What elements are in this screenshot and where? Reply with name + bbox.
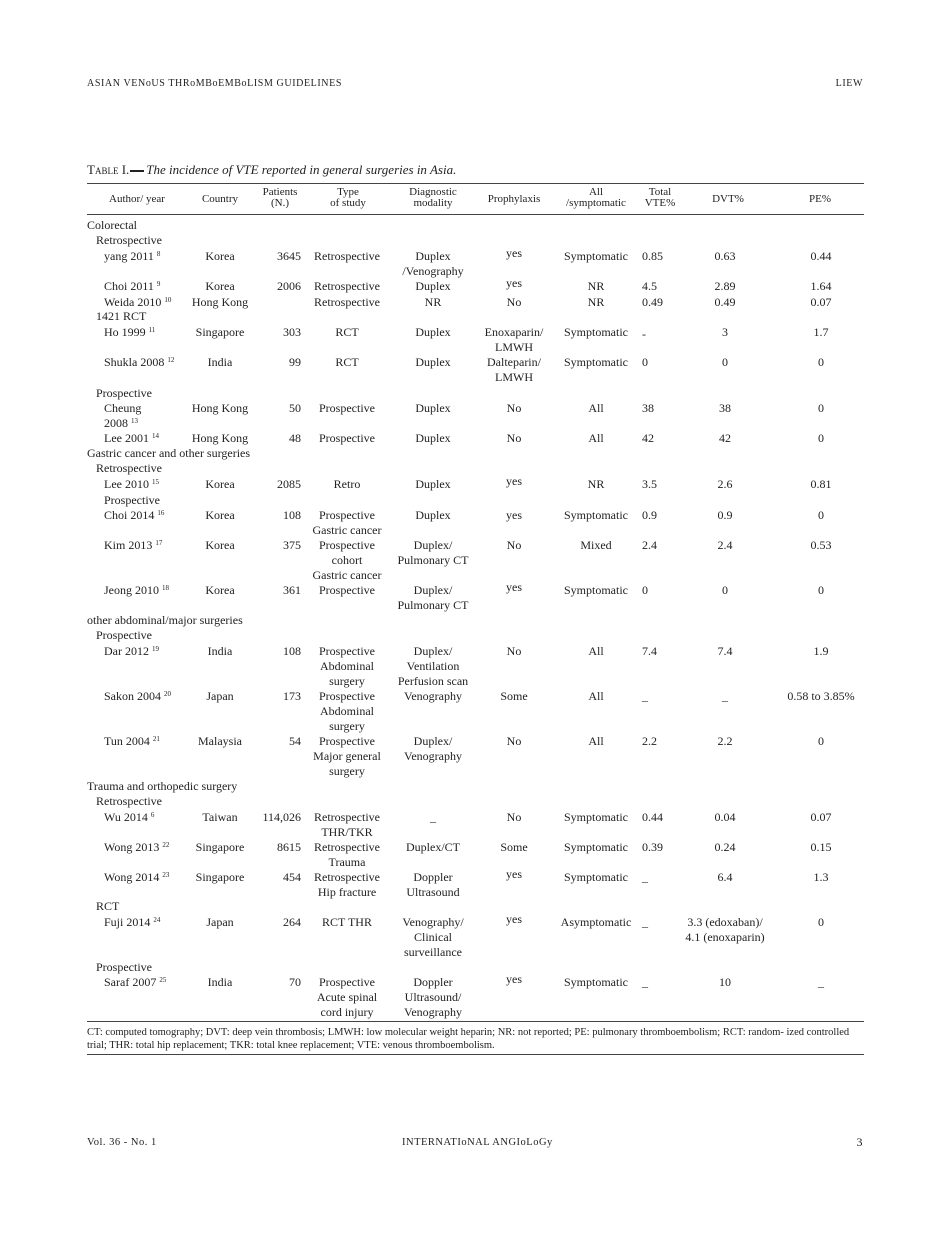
- author-year-cell: [104, 810, 186, 825]
- diag-cell: Duplex: [415, 355, 451, 369]
- sympt-cell: Asymptomatic: [560, 915, 632, 929]
- vte-cell: _: [642, 915, 648, 929]
- patients-cell: 99: [289, 355, 301, 369]
- author-year: Tun 2004: [104, 734, 150, 748]
- dvt-cell: 38: [719, 401, 731, 415]
- country-cell: Korea: [205, 249, 235, 263]
- patients-cell: 8615: [277, 840, 301, 854]
- col-header-country: Country: [201, 193, 239, 205]
- type-cell: Prospective Acute spinal cord injury: [316, 975, 378, 1019]
- proph-cell: yes: [506, 508, 522, 522]
- pe-cell: 1.64: [810, 279, 832, 293]
- country-cell: Singapore: [195, 870, 245, 884]
- dvt-cell: 2.4: [717, 538, 733, 552]
- author-year-cell: [104, 325, 186, 340]
- table-footnote: CT: computed tomography; DVT: deep vein thrombosis; LMWH: low molecular weight heparin; NR: not reported; PE: pulmonary thromboembolism; RCT: random- ized controlled trial; THR: total hip replacement; TKR: total knee replacement; VTE: venous thromboembolism.: [87, 1027, 850, 1051]
- country-cell: Japan: [206, 689, 234, 703]
- dvt-cell: 3: [722, 325, 728, 339]
- patients-cell: 108: [283, 508, 301, 522]
- sympt-cell: Symptomatic: [564, 249, 628, 263]
- author-year-cell: [104, 477, 186, 492]
- proph-cell: No: [506, 644, 522, 658]
- sympt-cell: Symptomatic: [564, 508, 628, 522]
- country-cell: Taiwan: [202, 810, 238, 824]
- pe-cell: 0.15: [810, 840, 832, 854]
- table-bottom-rule: [87, 1054, 864, 1055]
- proph-cell: yes: [506, 246, 522, 260]
- vte-cell: 0.85: [642, 249, 663, 263]
- diag-cell: Venography: [404, 689, 462, 703]
- author-year-cell: [104, 734, 186, 749]
- dvt-cell: 10: [719, 975, 731, 989]
- diag-cell: Doppler Ultrasound/ Venography: [404, 975, 462, 1019]
- vte-cell: _: [642, 975, 648, 989]
- author-year: Choi 2011: [104, 279, 154, 293]
- sympt-cell: Symptomatic: [564, 583, 628, 597]
- vte-cell: 7.4: [642, 644, 657, 658]
- proph-cell: yes: [506, 474, 522, 488]
- reference-number: 24: [153, 916, 161, 924]
- type-cell: Retrospective: [314, 295, 380, 309]
- author-year: Ho 1999: [104, 325, 146, 339]
- country-cell: Korea: [205, 477, 235, 491]
- type-cell: RCT: [335, 325, 359, 339]
- diag-cell: Duplex: [415, 401, 451, 415]
- vte-cell: _: [642, 689, 648, 703]
- author-year: Choi 2014: [104, 508, 155, 522]
- author-year: Wong 2013: [104, 840, 160, 854]
- country-cell: Malaysia: [198, 734, 242, 748]
- dvt-cell: 0.63: [714, 249, 736, 263]
- author-year: Dar 2012: [104, 644, 149, 658]
- author-year: Weida 2010: [104, 295, 162, 309]
- sympt-cell: Symptomatic: [564, 870, 628, 884]
- vte-cell: 0: [642, 355, 648, 369]
- pe-cell: 0: [818, 431, 824, 445]
- col-header-author: Author/ year: [109, 193, 165, 205]
- dvt-cell: 42: [719, 431, 731, 445]
- country-cell: Singapore: [195, 325, 245, 339]
- diag-cell: Venography/ Clinical surveillance: [402, 915, 464, 959]
- sympt-cell: All: [588, 689, 604, 703]
- dvt-cell: 0: [722, 355, 728, 369]
- vte-cell: 0.9: [642, 508, 657, 522]
- diag-cell: Duplex/ Pulmonary CT: [397, 583, 469, 612]
- vte-cell: 0.39: [642, 840, 663, 854]
- vte-cell: _: [642, 870, 648, 884]
- reference-number: 16: [157, 509, 165, 517]
- reference-number: 17: [155, 539, 163, 547]
- vte-cell: 2.2: [642, 734, 657, 748]
- type-cell: Prospective cohort Gastric cancer: [312, 538, 382, 582]
- proph-cell: yes: [506, 972, 522, 986]
- patients-cell: 173: [283, 689, 301, 703]
- author-year: Lee 2001: [104, 431, 149, 445]
- author-year-cell: [104, 538, 186, 553]
- sympt-cell: NR: [587, 279, 605, 293]
- sympt-cell: Symptomatic: [564, 810, 628, 824]
- country-cell: Korea: [205, 538, 235, 552]
- col-header-symptomatic: All /symptomatic: [566, 186, 626, 209]
- subsection-retrospective: Retrospective: [96, 233, 162, 247]
- vte-cell: 0: [642, 583, 648, 597]
- reference-number: 8: [156, 250, 161, 258]
- country-cell: Hong Kong: [191, 401, 249, 415]
- sympt-cell: All: [588, 734, 604, 748]
- section-abdominal: other abdominal/major surgeries: [87, 613, 243, 627]
- subsection-retrospective: Retrospective: [96, 794, 162, 808]
- vte-cell: 0.49: [642, 295, 663, 309]
- sympt-cell: Symptomatic: [564, 325, 628, 339]
- author-year: Sakon 2004: [104, 689, 161, 703]
- dvt-cell: 0.9: [717, 508, 733, 522]
- dvt-cell: 0: [722, 583, 728, 597]
- author-year: Cheung 2008: [104, 401, 142, 430]
- vte-cell: 3.5: [642, 477, 657, 491]
- patients-cell: 2085: [277, 477, 301, 491]
- author-year-cell: [104, 975, 186, 990]
- country-cell: India: [207, 355, 233, 369]
- vte-cell: 2.4: [642, 538, 657, 552]
- proph-cell: No: [506, 538, 522, 552]
- col-header-dvt: DVT%: [712, 193, 744, 205]
- sympt-cell: Symptomatic: [564, 975, 628, 989]
- subsection-prospective: Prospective: [96, 386, 152, 400]
- type-cell: Retrospective: [314, 249, 380, 263]
- type-cell: RCT: [335, 355, 359, 369]
- pe-cell: 0: [818, 355, 824, 369]
- type-cell: Prospective Abdominal surgery: [319, 644, 375, 688]
- dvt-cell: 0.04: [714, 810, 736, 824]
- author-year-cell: [104, 840, 186, 855]
- patients-cell: 361: [283, 583, 301, 597]
- pe-cell: 0.81: [810, 477, 832, 491]
- type-cell: Prospective: [319, 431, 375, 445]
- sympt-cell: All: [588, 431, 604, 445]
- pe-cell: 0.58 to 3.85%: [787, 689, 855, 703]
- type-cell: Prospective Gastric cancer: [312, 508, 382, 537]
- type-cell: Retro: [333, 477, 361, 491]
- dvt-cell: 2.2: [717, 734, 733, 748]
- reference-number: 13: [131, 417, 138, 425]
- proph-cell: Enoxaparin/ LMWH: [484, 325, 544, 354]
- patients-cell: 54: [289, 734, 301, 748]
- pe-cell: 0.44: [810, 249, 832, 263]
- author-year-cell: [104, 279, 186, 294]
- diag-cell: _: [430, 810, 436, 824]
- running-header-author: LIEW: [835, 78, 863, 89]
- sympt-cell: NR: [587, 477, 605, 491]
- running-header-title: ASIAN VENoUS THRoMBoEMBoLISM GUIDELINES: [87, 78, 342, 89]
- patients-cell: 264: [283, 915, 301, 929]
- patients-cell: 3645: [277, 249, 301, 263]
- reference-number: 23: [162, 871, 170, 879]
- patients-cell: 108: [283, 644, 301, 658]
- diag-cell: Doppler Ultrasound: [406, 870, 460, 899]
- pe-cell: 0: [818, 508, 824, 522]
- table-footer-rule: [87, 1021, 864, 1022]
- proph-cell: yes: [506, 867, 522, 881]
- caption-text: The incidence of VTE reported in general surgeries in Asia.: [146, 162, 457, 177]
- country-cell: Hong Kong: [191, 295, 249, 309]
- author-year-cell: [104, 295, 186, 310]
- country-cell: Korea: [205, 508, 235, 522]
- author-year-cell: [104, 401, 186, 431]
- patients-cell: 454: [283, 870, 301, 884]
- reference-number: 15: [151, 478, 159, 486]
- author-year-cell: [104, 508, 186, 523]
- patients-cell: 114,026: [262, 810, 301, 824]
- caption-dash: [130, 170, 144, 172]
- patients-cell: 48: [289, 431, 301, 445]
- author-year: Shukla 2008: [104, 355, 165, 369]
- proph-cell: yes: [506, 276, 522, 290]
- patients-cell: 2006: [277, 279, 301, 293]
- patients-cell: 70: [289, 975, 301, 989]
- table-top-rule: [87, 183, 864, 184]
- pe-cell: 0: [818, 583, 824, 597]
- diag-cell: Duplex/ Pulmonary CT: [397, 538, 469, 567]
- subsection-prospective: Prospective: [96, 628, 152, 642]
- section-trauma: Trauma and orthopedic surgery: [87, 779, 238, 793]
- proph-cell: Some: [500, 689, 528, 703]
- author-year: Lee 2010: [104, 477, 149, 491]
- dvt-cell: 0.49: [714, 295, 736, 309]
- col-header-total-vte: Total VTE%: [644, 186, 676, 209]
- subsection-prospective: Prospective: [96, 960, 152, 974]
- pe-cell: 0: [818, 915, 824, 929]
- pe-cell: 0: [818, 401, 824, 415]
- reference-number: 6: [150, 811, 155, 819]
- reference-number: 18: [162, 584, 169, 592]
- pe-cell: 0: [818, 734, 824, 748]
- col-header-type: Type of study: [330, 186, 366, 209]
- patients-cell: 50: [289, 401, 301, 415]
- diag-cell: Duplex/ Venography: [404, 734, 462, 763]
- author-year: Fuji 2014: [104, 915, 151, 929]
- author-year-cell: [104, 583, 186, 598]
- proph-cell: yes: [506, 580, 522, 594]
- diag-cell: Duplex: [415, 279, 451, 293]
- table-caption: [87, 162, 456, 178]
- dvt-cell: _: [722, 689, 728, 703]
- type-cell: Retrospective Trauma: [314, 840, 380, 869]
- vte-cell: -: [642, 327, 646, 341]
- country-cell: Korea: [205, 583, 235, 597]
- page-number: 3: [856, 1135, 863, 1149]
- subsection-prospective: Prospective: [104, 493, 160, 507]
- dvt-cell: 6.4: [717, 870, 733, 884]
- reference-number: 12: [167, 356, 175, 364]
- caption-label: Table I.: [87, 162, 130, 177]
- type-cell: Prospective Abdominal surgery: [319, 689, 375, 733]
- author-year-cell: [104, 355, 186, 370]
- proph-cell: yes: [506, 912, 522, 926]
- subsection-rct: 1421 RCT: [96, 309, 147, 323]
- pe-cell: _: [818, 975, 824, 989]
- vte-cell: 38: [642, 401, 654, 415]
- diag-cell: Duplex /Venography: [402, 249, 464, 278]
- type-cell: Retrospective THR/TKR: [314, 810, 380, 839]
- pe-cell: 0.53: [810, 538, 832, 552]
- diag-cell: Duplex: [415, 508, 451, 522]
- proph-cell: No: [506, 295, 522, 309]
- type-cell: RCT THR: [322, 915, 372, 929]
- reference-number: 22: [162, 841, 170, 849]
- patients-cell: 375: [283, 538, 301, 552]
- diag-cell: NR: [424, 295, 442, 309]
- vte-cell: 0.44: [642, 810, 663, 824]
- diag-cell: Duplex: [415, 325, 451, 339]
- diag-cell: Duplex/ Ventilation Perfusion scan: [397, 644, 469, 688]
- reference-number: 10: [164, 296, 172, 304]
- proph-cell: No: [506, 401, 522, 415]
- diag-cell: Duplex: [415, 431, 451, 445]
- proph-cell: Some: [500, 840, 528, 854]
- vte-cell: 4.5: [642, 279, 657, 293]
- footer-journal: INTERNATIoNAL ANGIoLoGy: [402, 1137, 553, 1148]
- patients-cell: 303: [283, 325, 301, 339]
- sympt-cell: All: [588, 644, 604, 658]
- pe-cell: 1.7: [813, 325, 829, 339]
- author-year: Saraf 2007: [104, 975, 157, 989]
- country-cell: India: [207, 975, 233, 989]
- author-year-cell: [104, 689, 186, 704]
- table-header-rule: [87, 214, 864, 215]
- type-cell: Prospective: [319, 401, 375, 415]
- sympt-cell: Symptomatic: [564, 355, 628, 369]
- dvt-cell: 3.3 (edoxaban)/ 4.1 (enoxaparin): [685, 915, 765, 944]
- country-cell: Korea: [205, 279, 235, 293]
- sympt-cell: Symptomatic: [564, 840, 628, 854]
- country-cell: Singapore: [195, 840, 245, 854]
- proph-cell: No: [506, 734, 522, 748]
- col-header-pe: PE%: [809, 193, 831, 205]
- sympt-cell: Mixed: [580, 538, 612, 552]
- dvt-cell: 2.89: [714, 279, 736, 293]
- col-header-patients: Patients (N.): [262, 186, 298, 209]
- author-year: Wu 2014: [104, 810, 148, 824]
- proph-cell: No: [506, 810, 522, 824]
- col-header-diagnostic: Diagnostic modality: [409, 186, 457, 209]
- reference-number: 14: [151, 432, 159, 440]
- subsection-rct: RCT: [96, 899, 120, 913]
- pe-cell: 0.07: [810, 810, 832, 824]
- author-year-cell: [104, 249, 186, 264]
- reference-number: 19: [152, 645, 159, 653]
- dvt-cell: 2.6: [717, 477, 733, 491]
- author-year-cell: [104, 431, 186, 446]
- pe-cell: 0.07: [810, 295, 832, 309]
- author-year-cell: [104, 870, 186, 885]
- type-cell: Retrospective: [314, 279, 380, 293]
- author-year: yang 2011: [104, 249, 154, 263]
- reference-number: 11: [148, 326, 156, 334]
- country-cell: India: [207, 644, 233, 658]
- type-cell: Prospective: [319, 583, 375, 597]
- subsection-retrospective: Retrospective: [96, 461, 162, 475]
- col-header-prophylaxis: Prophylaxis: [487, 193, 541, 205]
- sympt-cell: NR: [587, 295, 605, 309]
- dvt-cell: 0.24: [714, 840, 736, 854]
- section-gastric: Gastric cancer and other surgeries: [87, 446, 251, 460]
- reference-number: 25: [159, 976, 167, 984]
- vte-cell: 42: [642, 431, 654, 445]
- author-year-cell: [104, 644, 186, 659]
- diag-cell: Duplex: [415, 477, 451, 491]
- proph-cell: No: [506, 431, 522, 445]
- author-year: Jeong 2010: [104, 583, 159, 597]
- author-year-cell: [104, 915, 186, 930]
- footer-volume: Vol. 36 - No. 1: [87, 1137, 157, 1148]
- dvt-cell: 7.4: [717, 644, 733, 658]
- author-year: Wong 2014: [104, 870, 160, 884]
- reference-number: 9: [156, 280, 161, 288]
- country-cell: Hong Kong: [191, 431, 249, 445]
- section-colorectal: Colorectal: [87, 218, 137, 232]
- pe-cell: 1.3: [813, 870, 829, 884]
- diag-cell: Duplex/CT: [406, 840, 460, 854]
- pe-cell: 1.9: [813, 644, 829, 658]
- type-cell: Retrospective Hip fracture: [314, 870, 380, 899]
- sympt-cell: All: [588, 401, 604, 415]
- type-cell: Prospective Major general surgery: [313, 734, 381, 778]
- reference-number: 21: [152, 735, 160, 743]
- proph-cell: Dalteparin/ LMWH: [487, 355, 541, 384]
- reference-number: 20: [164, 690, 171, 698]
- author-year: Kim 2013: [104, 538, 153, 552]
- country-cell: Japan: [206, 915, 234, 929]
